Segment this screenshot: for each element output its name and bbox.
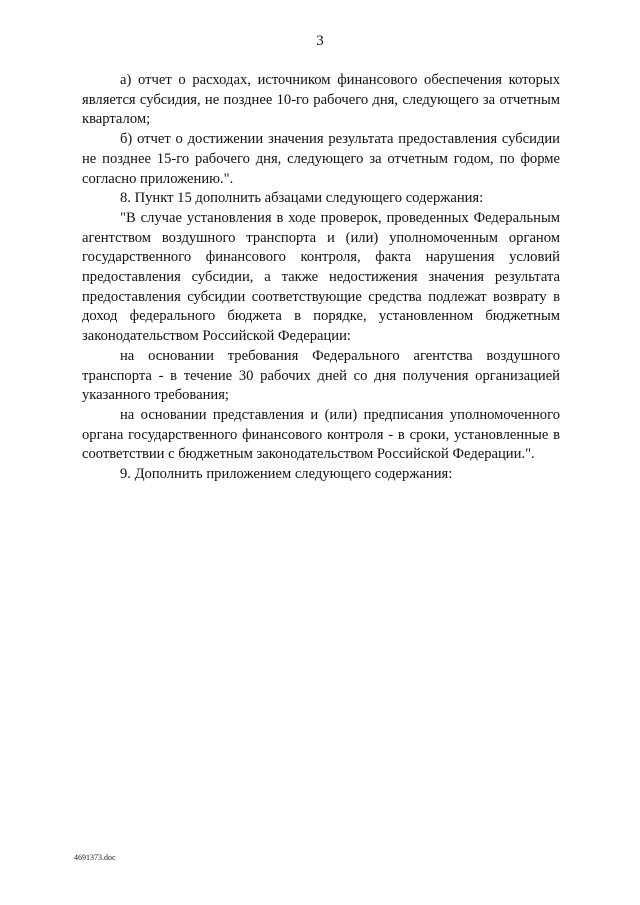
paragraph-subitem-b: б) отчет о достижении значения результата предоставления субсидии не позднее 15-го рабочего дня, следующего за отчетным годом, по форме согласно приложению.". xyxy=(82,131,560,187)
document-body xyxy=(82,71,560,485)
document-file-code: 4691373.doc xyxy=(74,853,116,862)
page-number: 3 xyxy=(316,33,324,49)
paragraph-subitem-a: а) отчет о расходах, источником финансового обеспечения которых является субсидия, не позднее 10-го рабочего дня, следующего за отчетным кварталом; xyxy=(82,72,560,128)
paragraph-quoted-refund-rule: "В случае установления в ходе проверок, проведенных Федеральным агентством воздушного транспорта и (или) уполномоченным органом государственного финансового контроля, факта нарушения условий предоставления субсидии, а также недостижения значения результата предоставления субсидии соответствующие средства подлежат возврату в доход федерального бюджета в порядке, установленном бюджетным законодательством Российской Федерации: xyxy=(82,209,560,345)
paragraph-item-9: 9. Дополнить приложением следующего содержания: xyxy=(120,466,453,483)
paragraph-item-8: 8. Пункт 15 дополнить абзацами следующего содержания: xyxy=(120,190,484,207)
paragraph-agency-requirement: на основании требования Федерального агентства воздушного транспорта - в течение 30 рабочих дней со дня получения организацией указанного требования; xyxy=(82,347,560,404)
paragraph-control-body-order: на основании представления и (или) предписания уполномоченного органа государственного финансового контроля - в сроки, установленные в соответствии с бюджетным законодательством Российской Федерации.". xyxy=(82,406,560,463)
